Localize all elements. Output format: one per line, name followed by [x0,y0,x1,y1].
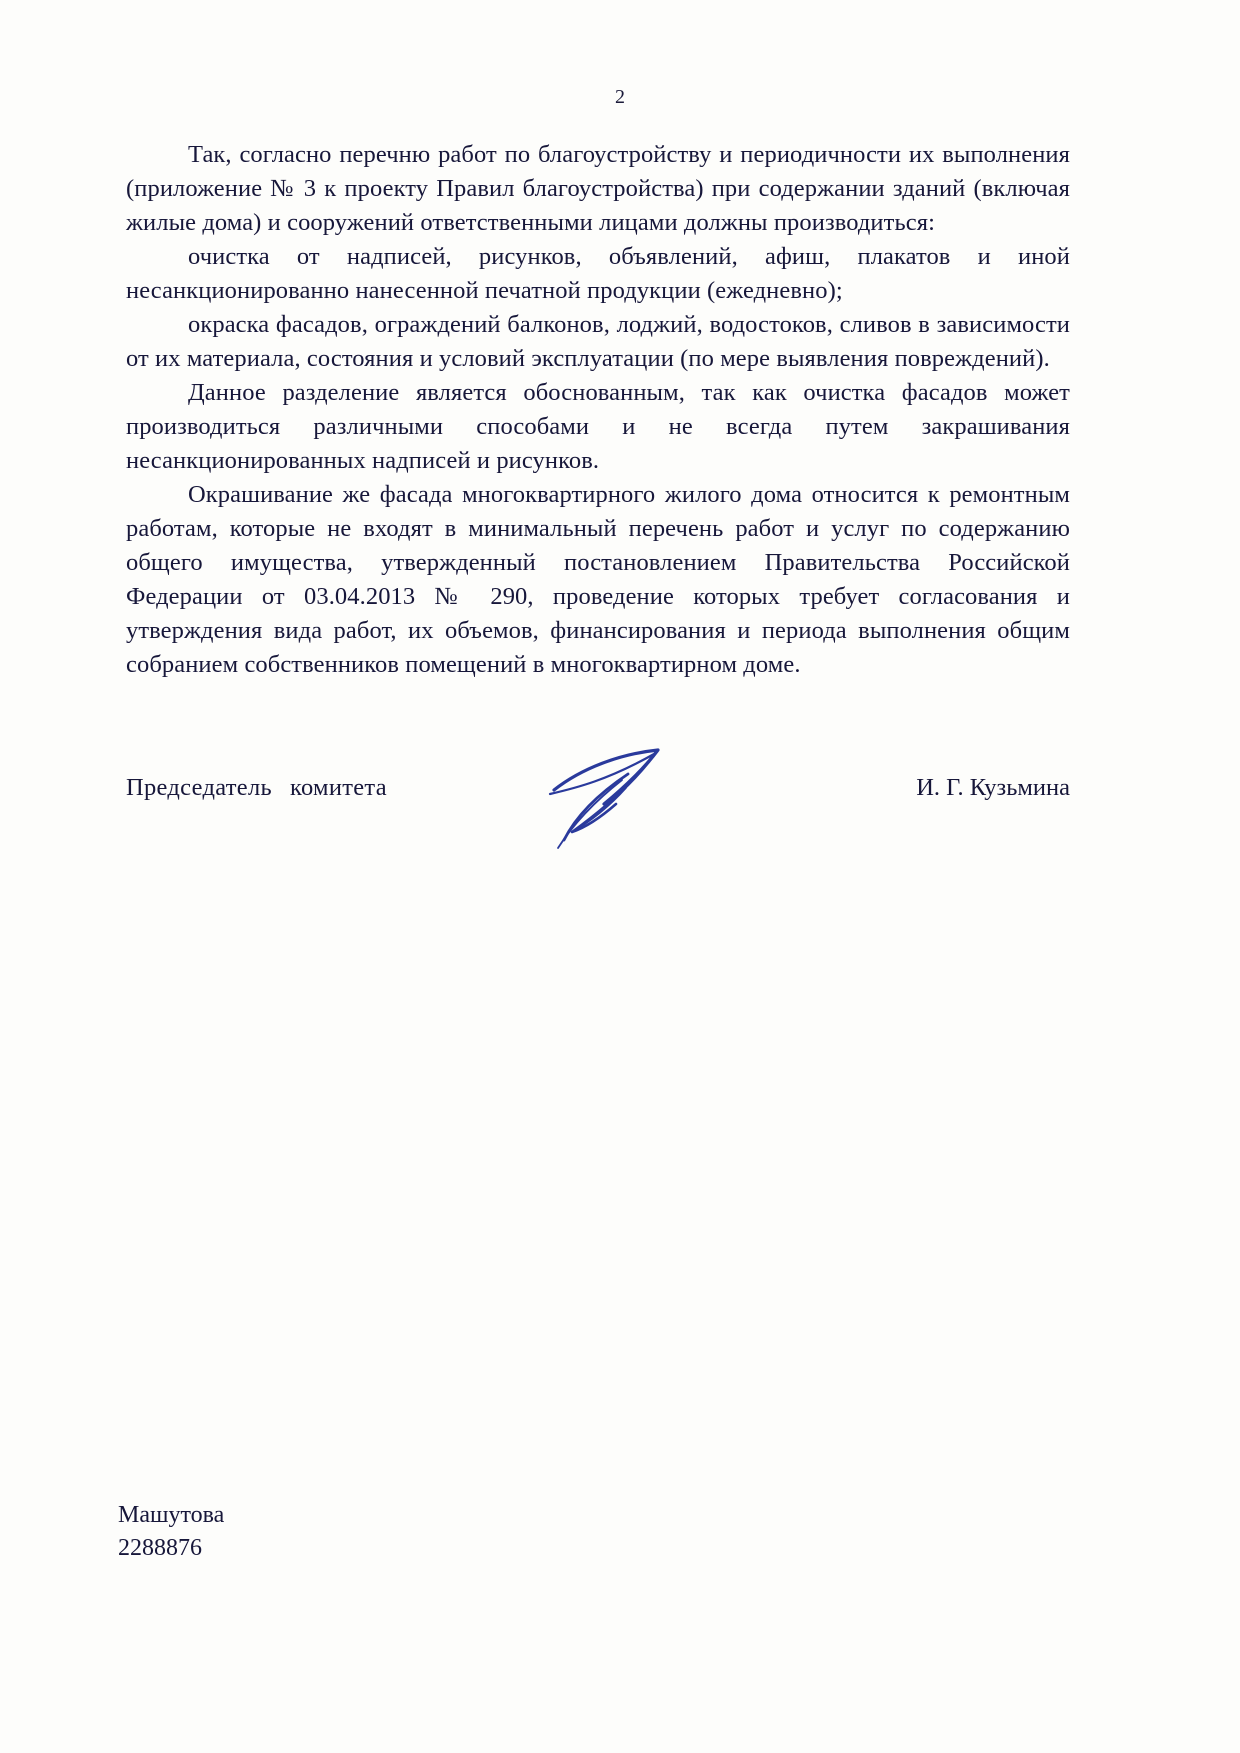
document-body [126,138,1070,682]
paragraph-5: Окрашивание же фасада многоквартирного жилого дома относится к ремонтным работам, которые не входят в минимальный перечень работ и услуг по содержанию общего имущества, утвержденный постановлением Правительства Российской Федерации от 03.04.2013 № 290, проведение которых требует согласования и утверждения вида работ, их объемов, финансирования и периода выполнения общим собранием собственников помещений в многоквартирном доме. [126,481,1070,678]
signatory-role [126,774,387,802]
paragraph-1: Так, согласно перечню работ по благоустройству и периодичности их выполнения (приложение № 3 к проекту Правил благоустройства) при содержании зданий (включая жилые дома) и сооружений ответственными лицами должны производиться: [126,141,1070,236]
handwritten-signature-icon [542,744,712,864]
signatory-role-part-2: комитета [289,774,387,801]
page-number: 2 [615,86,625,108]
signatory-role-part-1: Председатель [126,774,272,801]
paragraph-3: окраска фасадов, ограждений балконов, лоджий, водостоков, сливов в зависимости от их материала, состояния и условий эксплуатации (по мере выявления повреждений). [126,311,1070,372]
signature-block [126,762,1070,882]
executor-note [118,1499,224,1565]
executor-phone: 2288876 [118,1535,202,1561]
paragraph-2: очистка от надписей, рисунков, объявлений, афиш, плакатов и иной несанкционированно нанесенной печатной продукции (ежедневно); [126,243,1070,304]
paragraph-4: Данное разделение является обоснованным, так как очистка фасадов может производиться различными способами и не всегда путем закрашивания несанкционированных надписей и рисунков. [126,379,1070,474]
signatory-name: И. Г. Кузьмина [916,774,1070,801]
executor-name: Машутова [118,1502,225,1528]
